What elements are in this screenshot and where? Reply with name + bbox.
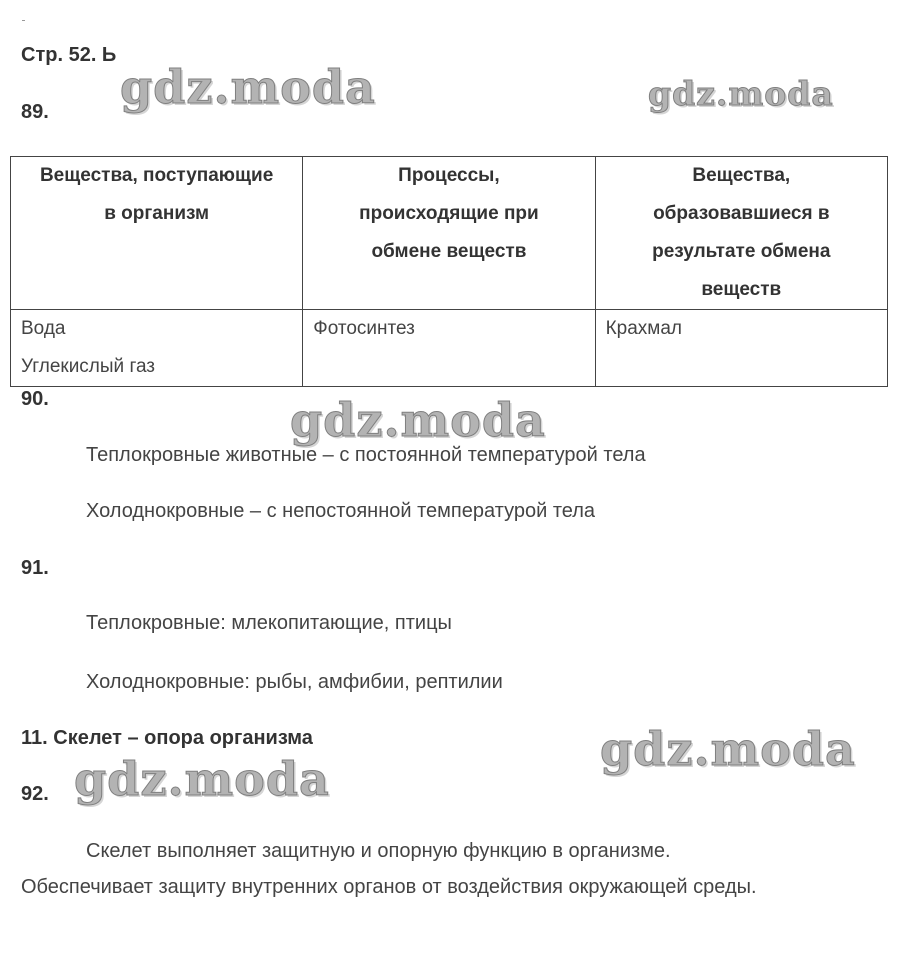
header-line: обмене веществ [371, 241, 527, 262]
cell-line: Крахмал [605, 318, 682, 339]
cell-line: Вода [21, 318, 66, 339]
table-cell [11, 310, 303, 387]
watermark: gdz.moda [290, 393, 546, 447]
header-line: происходящие при [359, 203, 539, 224]
table-header-row [11, 157, 888, 310]
task-92-line: Скелет выполняет защитную и опорную функцию в организме. [86, 840, 671, 862]
watermark: gdz.moda [120, 60, 376, 114]
task-90-line: Теплокровные животные – с постоянной температурой тела [86, 444, 646, 466]
task-92-number: 92. [21, 783, 49, 805]
metabolism-table [10, 156, 888, 387]
header-line: в организм [104, 203, 210, 224]
watermark: gdz.moda [648, 74, 834, 113]
table-header-cell [595, 157, 887, 310]
task-92-line: Обеспечивает защиту внутренних органов от воздействия окружающей среды. [21, 876, 757, 898]
header-line: результате обмена [652, 241, 831, 262]
header-line: Вещества, [692, 165, 791, 186]
table-header-cell [303, 157, 595, 310]
table-header-cell [11, 157, 303, 310]
table-cell [303, 310, 595, 387]
cell-line: Углекислый газ [21, 356, 156, 377]
table-row [11, 310, 888, 387]
section-title: 11. Скелет – опора организма [21, 727, 313, 749]
header-line: веществ [701, 279, 782, 300]
task-90-number: 90. [21, 388, 49, 410]
watermark: gdz.moda [600, 722, 856, 776]
header-line: образовавшиеся в [653, 203, 830, 224]
header-line: Процессы, [398, 165, 500, 186]
task-91-number: 91. [21, 557, 49, 579]
task-90-line: Холоднокровные – с непостоянной температурой тела [86, 500, 596, 522]
page-reference: Стр. 52. Ь [21, 44, 117, 66]
stray-dot [22, 20, 25, 21]
header-line: Вещества, поступающие [39, 165, 274, 186]
task-89-number: 89. [21, 101, 49, 123]
cell-line: Фотосинтез [313, 318, 415, 339]
table-cell [595, 310, 887, 387]
watermark: gdz.moda [74, 752, 330, 806]
task-91-line: Холоднокровные: рыбы, амфибии, рептилии [86, 671, 503, 693]
task-91-line: Теплокровные: млекопитающие, птицы [86, 612, 452, 634]
